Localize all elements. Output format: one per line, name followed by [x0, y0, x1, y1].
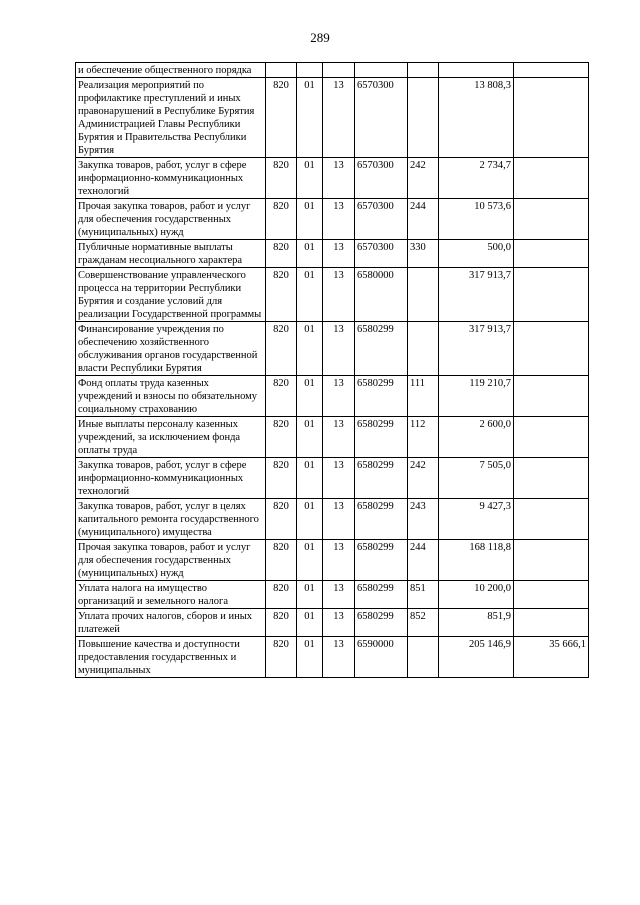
row-section: 01 — [297, 78, 323, 158]
row-target-article: 6580299 — [355, 540, 408, 581]
table-row — [76, 540, 589, 581]
table-row — [76, 376, 589, 417]
row-section: 01 — [297, 268, 323, 322]
row-subsection: 13 — [323, 376, 355, 417]
row-section: 01 — [297, 458, 323, 499]
row-expense-type — [408, 78, 439, 158]
row-extra-sum — [514, 63, 589, 78]
row-admin-code: 820 — [266, 158, 297, 199]
row-expense-type — [408, 268, 439, 322]
row-name: Закупка товаров, работ, услуг в сфере информационно-коммуникационных технологий — [76, 158, 266, 199]
row-extra-sum — [514, 417, 589, 458]
table-body — [76, 63, 589, 678]
row-section: 01 — [297, 581, 323, 609]
row-sum: 317 913,7 — [439, 268, 514, 322]
row-admin-code: 820 — [266, 240, 297, 268]
row-name: Закупка товаров, работ, услуг в сфере информационно-коммуникационных технологий — [76, 458, 266, 499]
table-row — [76, 158, 589, 199]
row-sum: 9 427,3 — [439, 499, 514, 540]
row-admin-code: 820 — [266, 540, 297, 581]
row-admin-code: 820 — [266, 322, 297, 376]
row-expense-type: 112 — [408, 417, 439, 458]
row-section: 01 — [297, 199, 323, 240]
row-subsection: 13 — [323, 158, 355, 199]
row-sum: 205 146,9 — [439, 637, 514, 678]
row-name: Закупка товаров, работ, услуг в целях капитального ремонта государственного (муниципального) имущества — [76, 499, 266, 540]
row-expense-type: 244 — [408, 199, 439, 240]
table-row — [76, 63, 589, 78]
row-name: Финансирование учреждения по обеспечению хозяйственного обслуживания органов государственной власти Республики Бурятия — [76, 322, 266, 376]
row-name: Прочая закупка товаров, работ и услуг для обеспечения государственных (муниципальных) нужд — [76, 540, 266, 581]
row-extra-sum: 35 666,1 — [514, 637, 589, 678]
row-sum: 13 808,3 — [439, 78, 514, 158]
row-subsection: 13 — [323, 417, 355, 458]
row-name: Иные выплаты персоналу казенных учреждений, за исключением фонда оплаты труда — [76, 417, 266, 458]
row-name: Реализация мероприятий по профилактике преступлений и иных правонарушений в Республике Бурятия Администрацией Главы Республики Бурятия и Правительства Республики Бурятия — [76, 78, 266, 158]
row-admin-code: 820 — [266, 268, 297, 322]
row-name: Совершенствование управленческого процесса на территории Республики Бурятия и создание условий для реализации Государственной программы — [76, 268, 266, 322]
row-subsection: 13 — [323, 78, 355, 158]
row-subsection — [323, 63, 355, 78]
row-extra-sum — [514, 458, 589, 499]
row-target-article: 6570300 — [355, 199, 408, 240]
row-sum: 7 505,0 — [439, 458, 514, 499]
row-extra-sum — [514, 499, 589, 540]
table-row — [76, 609, 589, 637]
row-target-article: 6570300 — [355, 240, 408, 268]
row-subsection: 13 — [323, 637, 355, 678]
row-expense-type: 851 — [408, 581, 439, 609]
row-sum: 2 734,7 — [439, 158, 514, 199]
row-extra-sum — [514, 268, 589, 322]
row-subsection: 13 — [323, 240, 355, 268]
row-section: 01 — [297, 376, 323, 417]
table-row — [76, 199, 589, 240]
row-section: 01 — [297, 240, 323, 268]
table-row — [76, 322, 589, 376]
row-target-article: 6580299 — [355, 458, 408, 499]
row-extra-sum — [514, 581, 589, 609]
row-target-article: 6570300 — [355, 158, 408, 199]
row-admin-code: 820 — [266, 458, 297, 499]
row-extra-sum — [514, 199, 589, 240]
row-expense-type — [408, 637, 439, 678]
row-expense-type — [408, 322, 439, 376]
row-subsection: 13 — [323, 609, 355, 637]
page-number: 289 — [310, 30, 330, 45]
row-expense-type: 330 — [408, 240, 439, 268]
table-row — [76, 78, 589, 158]
row-target-article: 6590000 — [355, 637, 408, 678]
row-extra-sum — [514, 322, 589, 376]
row-admin-code: 820 — [266, 376, 297, 417]
row-expense-type: 243 — [408, 499, 439, 540]
row-extra-sum — [514, 540, 589, 581]
row-expense-type: 242 — [408, 158, 439, 199]
row-subsection: 13 — [323, 268, 355, 322]
row-section: 01 — [297, 609, 323, 637]
row-name: Прочая закупка товаров, работ и услуг для обеспечения государственных (муниципальных) нужд — [76, 199, 266, 240]
row-admin-code: 820 — [266, 199, 297, 240]
row-admin-code: 820 — [266, 581, 297, 609]
row-sum: 10 573,6 — [439, 199, 514, 240]
row-sum: 119 210,7 — [439, 376, 514, 417]
row-target-article: 6580299 — [355, 322, 408, 376]
row-subsection: 13 — [323, 499, 355, 540]
table-row — [76, 499, 589, 540]
row-extra-sum — [514, 240, 589, 268]
row-admin-code: 820 — [266, 499, 297, 540]
row-expense-type: 244 — [408, 540, 439, 581]
table-row — [76, 637, 589, 678]
row-subsection: 13 — [323, 322, 355, 376]
table-row — [76, 268, 589, 322]
row-sum: 10 200,0 — [439, 581, 514, 609]
row-sum — [439, 63, 514, 78]
row-target-article: 6580299 — [355, 499, 408, 540]
row-target-article — [355, 63, 408, 78]
budget-table — [75, 62, 589, 678]
row-admin-code: 820 — [266, 78, 297, 158]
row-section — [297, 63, 323, 78]
row-admin-code: 820 — [266, 417, 297, 458]
row-name: и обеспечение общественного порядка — [76, 63, 266, 78]
row-sum: 317 913,7 — [439, 322, 514, 376]
row-extra-sum — [514, 376, 589, 417]
row-admin-code: 820 — [266, 637, 297, 678]
row-target-article: 6580000 — [355, 268, 408, 322]
row-expense-type: 242 — [408, 458, 439, 499]
row-name: Уплата прочих налогов, сборов и иных платежей — [76, 609, 266, 637]
row-expense-type — [408, 63, 439, 78]
row-subsection: 13 — [323, 581, 355, 609]
row-section: 01 — [297, 322, 323, 376]
row-target-article: 6580299 — [355, 376, 408, 417]
row-subsection: 13 — [323, 199, 355, 240]
row-section: 01 — [297, 499, 323, 540]
row-expense-type: 852 — [408, 609, 439, 637]
row-target-article: 6580299 — [355, 581, 408, 609]
row-name: Уплата налога на имущество организаций и земельного налога — [76, 581, 266, 609]
table-row — [76, 417, 589, 458]
row-admin-code: 820 — [266, 609, 297, 637]
row-section: 01 — [297, 158, 323, 199]
row-target-article: 6570300 — [355, 78, 408, 158]
row-name: Повышение качества и доступности предоставления государственных и муниципальных — [76, 637, 266, 678]
table-row — [76, 458, 589, 499]
row-sum: 851,9 — [439, 609, 514, 637]
table-row — [76, 240, 589, 268]
row-extra-sum — [514, 78, 589, 158]
row-extra-sum — [514, 158, 589, 199]
row-section: 01 — [297, 637, 323, 678]
row-name: Фонд оплаты труда казенных учреждений и взносы по обязательному социальному страхованию — [76, 376, 266, 417]
row-sum: 500,0 — [439, 240, 514, 268]
row-sum: 168 118,8 — [439, 540, 514, 581]
row-subsection: 13 — [323, 458, 355, 499]
row-target-article: 6580299 — [355, 609, 408, 637]
row-sum: 2 600,0 — [439, 417, 514, 458]
row-expense-type: 111 — [408, 376, 439, 417]
table-row — [76, 581, 589, 609]
row-extra-sum — [514, 609, 589, 637]
row-name: Публичные нормативные выплаты гражданам несоциального характера — [76, 240, 266, 268]
row-section: 01 — [297, 417, 323, 458]
row-target-article: 6580299 — [355, 417, 408, 458]
row-subsection: 13 — [323, 540, 355, 581]
row-admin-code — [266, 63, 297, 78]
row-section: 01 — [297, 540, 323, 581]
